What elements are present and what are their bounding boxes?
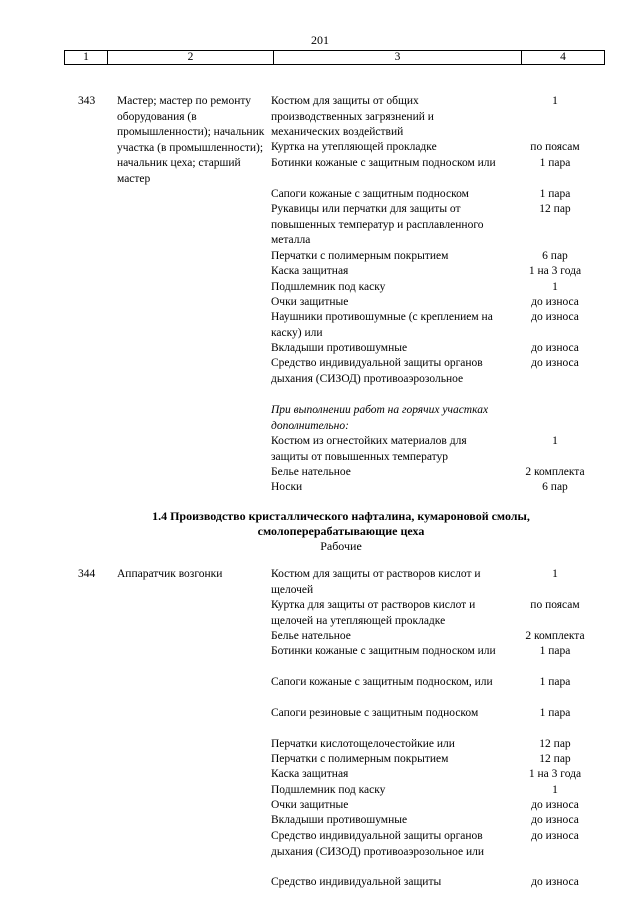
item-name: Белье нательное — [271, 466, 351, 478]
column-header-table — [64, 50, 605, 65]
profession-name: Аппаратчик возгонки — [117, 568, 223, 580]
item-name: Куртка для защиты от растворов кислот и щелочей на утепляющей прокладке — [271, 599, 476, 627]
item-norm: 1 пара — [539, 676, 571, 688]
profession-name: Мастер; мастер по ремонту оборудования (в промышленности); начальник участка (в промышленности); начальник цеха; старший мастер — [117, 95, 265, 185]
item-norm: по поясам — [530, 599, 580, 611]
item-name: Перчатки кислотощелочестойкие или — [271, 738, 455, 750]
item-norm: 1 пара — [539, 157, 571, 169]
item-norm: 1 на 3 года — [528, 768, 582, 780]
item-norm: до износа — [531, 342, 579, 354]
item-name: Подшлемник под каску — [271, 784, 386, 796]
item-name: Вкладыши противошумные — [271, 814, 408, 826]
item-name: Вкладыши противошумные — [271, 342, 408, 354]
item-norm: до износа — [531, 876, 579, 888]
item-norm: до износа — [531, 799, 579, 811]
item-name: Каска защитная — [271, 768, 349, 780]
item-norm: 2 комплекта — [525, 466, 585, 478]
item-name: Ботинки кожаные с защитным подноском или — [271, 645, 496, 657]
item-norm: 1 — [552, 784, 558, 796]
col-header-3: 3 — [274, 51, 522, 65]
col-header-1: 1 — [65, 51, 108, 65]
entry-number: 343 — [78, 95, 96, 107]
item-name: Сапоги кожаные с защитным подноском — [271, 188, 469, 200]
item-norm: до износа — [531, 814, 579, 826]
col-header-4: 4 — [522, 51, 605, 65]
section-title-line1: 1.4 Производство кристаллического нафталина, кумароновой смолы, — [152, 509, 530, 523]
item-name: Перчатки с полимерным покрытием — [271, 753, 449, 765]
item-norm: 1 пара — [539, 707, 571, 719]
item-norm: по поясам — [530, 141, 580, 153]
item-name: Ботинки кожаные с защитным подноском или — [271, 157, 496, 169]
item-norm: до износа — [531, 311, 579, 323]
item-name: Куртка на утепляющей прокладке — [271, 141, 437, 153]
item-name: Очки защитные — [271, 799, 349, 811]
item-name: Подшлемник под каску — [271, 281, 386, 293]
item-name: Очки защитные — [271, 296, 349, 308]
item-norm: 12 пар — [539, 203, 571, 215]
item-name: Наушники противошумные (с креплением на каску) или — [271, 311, 493, 339]
page-number: 201 — [311, 33, 329, 47]
item-norm: 6 пар — [542, 250, 568, 262]
item-name: Сапоги кожаные с защитным подноском, или — [271, 676, 493, 688]
col-header-2: 2 — [108, 51, 274, 65]
item-name: Каска защитная — [271, 265, 349, 277]
item-norm: 6 пар — [542, 481, 568, 493]
item-name: Костюм из огнестойких материалов для защиты от повышенных температур — [271, 435, 467, 463]
item-name: Костюм для защиты от растворов кислот и щелочей — [271, 568, 481, 596]
item-name: Белье нательное — [271, 630, 351, 642]
item-norm: до износа — [531, 296, 579, 308]
item-norm: 1 — [552, 568, 558, 580]
item-norm: 2 комплекта — [525, 630, 585, 642]
item-name: Рукавицы или перчатки для защиты от повышенных температур и расплавленного металла — [271, 203, 484, 246]
item-name: Носки — [271, 481, 303, 493]
item-norm: 12 пар — [539, 753, 571, 765]
item-norm: 1 на 3 года — [528, 265, 582, 277]
item-name: Костюм для защиты от общих производственных загрязнений и механических воздействий — [271, 95, 434, 138]
item-name: Средство индивидуальной защиты — [271, 876, 442, 888]
item-norm: 1 — [552, 95, 558, 107]
item-norm: до износа — [531, 830, 579, 842]
italic-note: При выполнении работ на горячих участках дополнительно: — [271, 404, 489, 432]
item-norm: до износа — [531, 357, 579, 369]
item-name: Сапоги резиновые с защитным подноском — [271, 707, 479, 719]
item-norm: 1 — [552, 281, 558, 293]
item-name: Средство индивидуальной защиты органов дыхания (СИЗОД) противоаэрозольное — [271, 357, 483, 385]
item-norm: 1 — [552, 435, 558, 447]
item-norm: 12 пар — [539, 738, 571, 750]
item-name: Перчатки с полимерным покрытием — [271, 250, 449, 262]
section-title-line2: смолоперерабатывающие цеха — [257, 524, 425, 538]
item-norm: 1 пара — [539, 645, 571, 657]
item-norm: 1 пара — [539, 188, 571, 200]
entry-number: 344 — [78, 568, 96, 580]
section-subtitle: Рабочие — [320, 539, 362, 553]
item-name: Средство индивидуальной защиты органов дыхания (СИЗОД) противоаэрозольное или — [271, 830, 485, 858]
